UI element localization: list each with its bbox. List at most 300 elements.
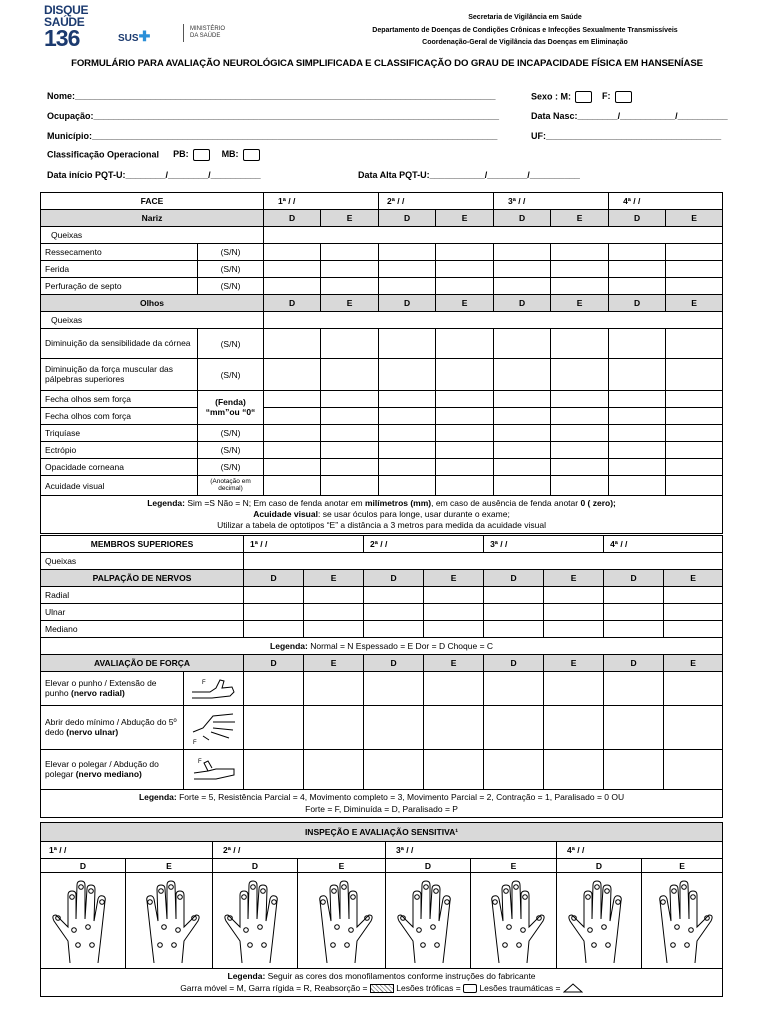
inspecao-header: INSPEÇÃO E AVALIAÇÃO SENSITIVA¹ <box>41 823 723 842</box>
input-cell[interactable] <box>244 553 723 570</box>
sensory-test-point[interactable] <box>595 884 600 889</box>
sus-plus-icon: ✚ <box>138 28 151 44</box>
input-cell[interactable] <box>264 442 321 459</box>
input-cell[interactable] <box>379 425 436 442</box>
sensory-test-point[interactable] <box>606 942 611 947</box>
hand-diagram-right[interactable] <box>386 873 471 969</box>
reabsorcao-swatch-icon <box>370 984 394 993</box>
input-cell[interactable] <box>379 278 436 295</box>
sensory-test-point[interactable] <box>162 924 167 929</box>
sensory-test-point[interactable] <box>506 924 511 929</box>
col-e: E <box>436 210 494 227</box>
date-2[interactable]: 2ª / / <box>213 842 386 859</box>
input-cell[interactable] <box>379 476 436 496</box>
date-2[interactable]: 2ª / / <box>379 193 494 210</box>
input-cell[interactable] <box>544 621 604 638</box>
leg-text: Acuidade visual <box>253 508 318 519</box>
leg-text: Garra móvel = M, Garra rígida = R, Reabsorção = <box>180 982 370 993</box>
sensory-test-point[interactable] <box>159 888 164 893</box>
sensory-test-point[interactable] <box>685 942 690 947</box>
sensory-test-point[interactable] <box>502 942 507 947</box>
input-cell[interactable] <box>264 278 321 295</box>
sensory-test-point[interactable] <box>348 927 353 932</box>
sensory-test-point[interactable] <box>592 942 597 947</box>
col-e: E <box>321 210 379 227</box>
sensory-test-point[interactable] <box>675 924 680 929</box>
input-cell[interactable] <box>264 329 321 359</box>
input-cell[interactable] <box>244 604 304 621</box>
input-cell[interactable] <box>436 459 494 476</box>
pb-checkbox[interactable] <box>193 149 210 161</box>
input-cell[interactable] <box>364 672 424 706</box>
col-d: D <box>244 655 304 672</box>
col-e: E <box>436 295 494 312</box>
input-cell[interactable] <box>264 359 321 391</box>
sensory-test-point[interactable] <box>70 894 75 899</box>
input-cell[interactable] <box>551 244 609 261</box>
input-cell[interactable] <box>666 391 723 408</box>
input-cell[interactable] <box>544 604 604 621</box>
input-cell[interactable] <box>664 604 723 621</box>
input-cell[interactable] <box>666 359 723 391</box>
date-4[interactable]: 4ª / / <box>609 193 723 210</box>
anotacao-label: (Anotação em decimal) <box>198 476 264 496</box>
ferida-label: Ferida <box>41 261 198 278</box>
input-cell[interactable] <box>551 329 609 359</box>
input-cell[interactable] <box>436 408 494 425</box>
sensory-test-point[interactable] <box>492 899 497 904</box>
sensory-test-point[interactable] <box>79 884 84 889</box>
input-cell[interactable] <box>604 587 664 604</box>
input-cell[interactable] <box>494 329 551 359</box>
date-4[interactable]: 4ª / / <box>557 842 723 859</box>
input-cell[interactable] <box>436 442 494 459</box>
date-3[interactable]: 3ª / / <box>494 193 609 210</box>
sensory-test-point[interactable] <box>522 894 527 899</box>
input-cell[interactable] <box>664 621 723 638</box>
input-cell[interactable] <box>321 359 379 391</box>
input-cell[interactable] <box>494 442 551 459</box>
input-cell[interactable] <box>304 750 364 790</box>
col-d: D <box>604 655 664 672</box>
sensory-test-point[interactable] <box>445 899 450 904</box>
input-cell[interactable] <box>436 359 494 391</box>
input-cell[interactable] <box>666 408 723 425</box>
input-cell[interactable] <box>244 672 304 706</box>
col-d: D <box>213 859 298 873</box>
input-cell[interactable] <box>609 329 666 359</box>
sus-logo <box>118 28 150 45</box>
input-cell[interactable] <box>551 408 609 425</box>
input-cell[interactable] <box>484 672 544 706</box>
ms-header: MEMBROS SUPERIORES <box>41 536 244 553</box>
input-cell[interactable] <box>604 604 664 621</box>
olhos-queixas: Queixas <box>41 312 264 329</box>
leg-text: Forte = F, Diminuída = D, Paralisado = P <box>305 803 458 814</box>
nome-field[interactable]: Nome:____________________________________________________________________________________ <box>47 91 496 101</box>
input-cell[interactable] <box>304 672 364 706</box>
input-cell[interactable] <box>494 261 551 278</box>
input-cell[interactable] <box>666 425 723 442</box>
input-cell[interactable] <box>551 278 609 295</box>
input-cell[interactable] <box>494 476 551 496</box>
leg-text: , em caso de ausência de fenda anotar <box>431 497 581 508</box>
sensory-test-point[interactable] <box>89 888 94 893</box>
input-cell[interactable] <box>379 391 436 408</box>
sensory-test-point[interactable] <box>341 884 346 889</box>
input-cell[interactable] <box>379 261 436 278</box>
col-d: D <box>494 295 551 312</box>
sensory-test-point[interactable] <box>331 888 336 893</box>
sensory-test-point[interactable] <box>251 884 256 889</box>
sensory-test-point[interactable] <box>588 927 593 932</box>
leg-text: 0 ( zero); <box>580 497 616 508</box>
input-cell[interactable] <box>321 408 379 425</box>
date-1[interactable]: 1ª / / <box>41 842 213 859</box>
leg-text: milímetros (mm) <box>365 497 432 508</box>
sensory-test-point[interactable] <box>86 924 91 929</box>
sensory-test-point[interactable] <box>272 899 277 904</box>
date-4[interactable]: 4ª / / <box>604 536 723 553</box>
sensory-test-point[interactable] <box>148 899 153 904</box>
input-cell[interactable] <box>666 261 723 278</box>
input-cell[interactable] <box>436 329 494 359</box>
input-cell[interactable] <box>664 587 723 604</box>
input-cell[interactable] <box>321 244 379 261</box>
input-cell[interactable] <box>666 442 723 459</box>
input-cell[interactable] <box>321 329 379 359</box>
input-cell[interactable] <box>264 227 723 244</box>
sensory-test-point[interactable] <box>176 927 181 932</box>
sensory-test-point[interactable] <box>691 894 696 899</box>
ocupacao-field[interactable]: Ocupação:_________________________________________________________________________________ <box>47 111 499 121</box>
forca-text: Elevar o punho / Extensão de punho <box>45 677 157 698</box>
classificacao-row <box>47 149 260 161</box>
input-cell[interactable] <box>321 459 379 476</box>
input-cell[interactable] <box>494 391 551 408</box>
input-cell[interactable] <box>304 706 364 750</box>
input-cell[interactable] <box>321 391 379 408</box>
input-cell[interactable] <box>551 359 609 391</box>
input-cell[interactable] <box>494 459 551 476</box>
perfuracao-label: Perfuração de septo <box>41 278 198 295</box>
input-cell[interactable] <box>379 408 436 425</box>
col-d: D <box>41 859 126 873</box>
sensory-test-point[interactable] <box>682 884 687 889</box>
sensory-test-point[interactable] <box>262 942 267 947</box>
date-1[interactable]: 1ª / / <box>244 536 364 553</box>
forca-text: Abrir dedo mínimo / Abdução do 5º dedo <box>45 716 177 737</box>
input-cell[interactable] <box>264 261 321 278</box>
opacidade-label: Opacidade corneana <box>41 459 198 476</box>
sensory-test-point[interactable] <box>172 942 177 947</box>
leg-label: Legenda: <box>227 971 266 982</box>
sensory-test-point[interactable] <box>503 888 508 893</box>
alta-pqt-field[interactable]: Data Alta PQT-U:___________/________/__________ <box>358 170 580 180</box>
sexo-m-checkbox[interactable] <box>575 91 592 103</box>
logo-line2: SAÚDE <box>44 15 85 29</box>
input-cell[interactable] <box>609 408 666 425</box>
sensory-test-point[interactable] <box>602 924 607 929</box>
input-cell[interactable] <box>494 425 551 442</box>
uf-field[interactable]: UF:___________________________________ <box>531 131 722 141</box>
input-cell[interactable] <box>664 672 723 706</box>
input-cell[interactable] <box>424 750 484 790</box>
input-cell[interactable] <box>244 621 304 638</box>
hand-outline-icon <box>48 875 118 965</box>
input-cell[interactable] <box>364 587 424 604</box>
sensory-test-point[interactable] <box>350 894 355 899</box>
sexo-f-checkbox[interactable] <box>615 91 632 103</box>
sexo-text: Sexo : M: <box>531 91 572 102</box>
input-cell[interactable] <box>666 244 723 261</box>
input-cell[interactable] <box>609 476 666 496</box>
col-e: E <box>304 655 364 672</box>
input-cell[interactable] <box>304 587 364 604</box>
sensory-test-point[interactable] <box>661 899 666 904</box>
municipio-field[interactable]: Município:_________________________________________________________________________________ <box>47 131 498 141</box>
input-cell[interactable] <box>436 425 494 442</box>
sensory-test-point[interactable] <box>424 884 429 889</box>
input-cell[interactable] <box>494 244 551 261</box>
face-header: FACE <box>41 193 264 210</box>
input-cell[interactable] <box>436 261 494 278</box>
sensory-test-point[interactable] <box>434 888 439 893</box>
mb-checkbox[interactable] <box>243 149 260 161</box>
svg-text:F: F <box>197 758 202 765</box>
sensory-test-point[interactable] <box>72 927 77 932</box>
input-cell[interactable] <box>244 750 304 790</box>
input-cell[interactable] <box>544 672 604 706</box>
sensory-test-point[interactable] <box>330 942 335 947</box>
sensory-test-point[interactable] <box>261 888 266 893</box>
sensory-test-point[interactable] <box>586 894 591 899</box>
sensory-test-point[interactable] <box>513 884 518 889</box>
sn-label: (S/N) <box>198 459 264 476</box>
date-1[interactable]: 1ª / / <box>264 193 379 210</box>
input-cell[interactable] <box>436 244 494 261</box>
input-cell[interactable] <box>321 425 379 442</box>
dim-forca-label: Diminuição da força muscular das pálpebras superiores <box>41 359 198 391</box>
input-cell[interactable] <box>264 391 321 408</box>
hand-diagram-right[interactable] <box>41 873 126 969</box>
input-cell[interactable] <box>436 476 494 496</box>
svg-text:F: F <box>192 739 197 746</box>
input-cell[interactable] <box>424 706 484 750</box>
input-cell[interactable] <box>609 391 666 408</box>
finger-abduction-hand-icon <box>184 706 244 750</box>
input-cell[interactable] <box>379 459 436 476</box>
hand-diagram-right[interactable] <box>557 873 642 969</box>
input-cell[interactable] <box>364 604 424 621</box>
sn-label: (S/N) <box>198 278 264 295</box>
sensory-test-point[interactable] <box>242 894 247 899</box>
sensory-test-point[interactable] <box>616 899 621 904</box>
input-cell[interactable] <box>364 706 424 750</box>
sensory-test-point[interactable] <box>689 927 694 932</box>
sensory-test-point[interactable] <box>431 924 436 929</box>
input-cell[interactable] <box>604 672 664 706</box>
input-cell[interactable] <box>551 442 609 459</box>
input-cell[interactable] <box>609 244 666 261</box>
sensory-test-point[interactable] <box>344 942 349 947</box>
sensory-test-point[interactable] <box>320 899 325 904</box>
input-cell[interactable] <box>264 408 321 425</box>
ressecamento-label: Ressecamento <box>41 244 198 261</box>
input-cell[interactable] <box>604 706 664 750</box>
input-cell[interactable] <box>364 621 424 638</box>
logo-line3: 136 <box>44 25 80 51</box>
input-cell[interactable] <box>609 442 666 459</box>
input-cell[interactable] <box>664 706 723 750</box>
header-line3: Coordenação-Geral de Vigilância das Doenças em Eliminação <box>422 39 628 46</box>
input-cell[interactable] <box>551 391 609 408</box>
sensory-test-point[interactable] <box>248 942 253 947</box>
leg-text: Sim =S Não = N; Em caso de fenda anotar em <box>187 497 365 508</box>
input-cell[interactable] <box>609 425 666 442</box>
col-d: D <box>386 859 471 873</box>
leg-text: Seguir as cores dos monofilamentos conforme instruções do fabricante <box>265 971 536 982</box>
inspecao-table <box>40 822 723 997</box>
col-e: E <box>666 295 723 312</box>
input-cell[interactable] <box>551 261 609 278</box>
hand-diagram-left[interactable] <box>642 873 723 969</box>
header-line2: Departamento de Doenças de Condições Crônicas e Infecções Sexualmente Transmissíveis <box>372 27 678 34</box>
input-cell[interactable] <box>544 706 604 750</box>
input-cell[interactable] <box>244 706 304 750</box>
input-cell[interactable] <box>544 750 604 790</box>
input-cell[interactable] <box>484 604 544 621</box>
input-cell[interactable] <box>304 621 364 638</box>
input-cell[interactable] <box>321 261 379 278</box>
leg-text: Utilizar a tabela de optotipos “E” a distância a 3 metros para medida da acuidade visual <box>217 520 546 531</box>
input-cell[interactable] <box>379 442 436 459</box>
hand-diagram-left[interactable] <box>298 873 386 969</box>
triquiase-label: Triquíase <box>41 425 198 442</box>
input-cell[interactable] <box>551 425 609 442</box>
input-cell[interactable] <box>484 706 544 750</box>
input-cell[interactable] <box>264 312 723 329</box>
input-cell[interactable] <box>666 329 723 359</box>
sensory-test-point[interactable] <box>334 924 339 929</box>
sensory-test-point[interactable] <box>76 942 81 947</box>
inicio-pqt-field[interactable]: Data início PQT-U:________/________/__________ <box>47 170 261 180</box>
input-cell[interactable] <box>379 359 436 391</box>
input-cell[interactable] <box>494 408 551 425</box>
input-cell[interactable] <box>604 750 664 790</box>
input-cell[interactable] <box>244 587 304 604</box>
sensory-test-point[interactable] <box>417 927 422 932</box>
palpacao-legend <box>41 638 723 655</box>
sensory-test-point[interactable] <box>605 888 610 893</box>
hand-diagram-left[interactable] <box>126 873 213 969</box>
sensory-test-point[interactable] <box>516 942 521 947</box>
input-cell[interactable] <box>609 261 666 278</box>
input-cell[interactable] <box>424 587 484 604</box>
input-cell[interactable] <box>321 278 379 295</box>
ulnar-label: Ulnar <box>41 604 244 621</box>
date-3[interactable]: 3ª / / <box>386 842 557 859</box>
input-cell[interactable] <box>666 459 723 476</box>
nariz-queixas: Queixas <box>41 227 264 244</box>
sensory-test-point[interactable] <box>520 927 525 932</box>
input-cell[interactable] <box>551 459 609 476</box>
input-cell[interactable] <box>364 750 424 790</box>
input-cell[interactable] <box>666 476 723 496</box>
leg-label: Legenda: <box>138 792 180 803</box>
input-cell[interactable] <box>484 750 544 790</box>
nerve-label: (nervo mediano) <box>75 768 142 779</box>
input-cell[interactable] <box>609 278 666 295</box>
wrist-extension-hand-icon <box>184 672 244 706</box>
input-cell[interactable] <box>264 476 321 496</box>
input-cell[interactable] <box>436 278 494 295</box>
input-cell[interactable] <box>494 278 551 295</box>
sensory-test-point[interactable] <box>178 894 183 899</box>
col-e: E <box>321 295 379 312</box>
sensory-test-point[interactable] <box>169 884 174 889</box>
input-cell[interactable] <box>264 425 321 442</box>
header-line1: Secretaria de Vigilância em Saúde <box>468 14 582 21</box>
input-cell[interactable] <box>666 278 723 295</box>
input-cell[interactable] <box>321 442 379 459</box>
input-cell[interactable] <box>609 459 666 476</box>
hand-outline-icon <box>479 875 549 965</box>
col-d: D <box>604 570 664 587</box>
dim-sens-label: Diminuição da sensibilidade da córnea <box>41 329 198 359</box>
forca-header: AVALIAÇÃO DE FORÇA <box>41 655 244 672</box>
leg-text: Forte = 5, Resistência Parcial = 4, Movimento completo = 3, Movimento Parcial = 2, Contração = 1, Paralisado = 0 OU <box>179 792 625 803</box>
sensory-test-point[interactable] <box>158 942 163 947</box>
hand-diagram-right[interactable] <box>213 873 298 969</box>
forca-row3-label <box>41 750 184 790</box>
input-cell[interactable] <box>609 359 666 391</box>
input-cell[interactable] <box>484 587 544 604</box>
input-cell[interactable] <box>304 604 364 621</box>
hand-diagram-left[interactable] <box>471 873 557 969</box>
input-cell[interactable] <box>544 587 604 604</box>
sensory-test-point[interactable] <box>672 888 677 893</box>
input-cell[interactable] <box>379 329 436 359</box>
input-cell[interactable] <box>424 672 484 706</box>
sensory-test-point[interactable] <box>415 894 420 899</box>
date-2[interactable]: 2ª / / <box>364 536 484 553</box>
datanasc-field[interactable]: Data Nasc:________/___________/__________ <box>531 111 728 121</box>
sensory-test-point[interactable] <box>435 942 440 947</box>
date-3[interactable]: 3ª / / <box>484 536 604 553</box>
sensory-test-point[interactable] <box>244 927 249 932</box>
input-cell[interactable] <box>264 459 321 476</box>
sensory-test-point[interactable] <box>258 924 263 929</box>
input-cell[interactable] <box>484 621 544 638</box>
sensory-test-point[interactable] <box>671 942 676 947</box>
input-cell[interactable] <box>264 244 321 261</box>
input-cell[interactable] <box>551 476 609 496</box>
input-cell[interactable] <box>436 391 494 408</box>
sensory-test-point[interactable] <box>90 942 95 947</box>
input-cell[interactable] <box>424 621 484 638</box>
col-e: E <box>544 655 604 672</box>
input-cell[interactable] <box>379 244 436 261</box>
membros-superiores-table <box>40 535 723 818</box>
input-cell[interactable] <box>664 750 723 790</box>
input-cell[interactable] <box>321 476 379 496</box>
input-cell[interactable] <box>424 604 484 621</box>
input-cell[interactable] <box>604 621 664 638</box>
input-cell[interactable] <box>494 359 551 391</box>
sensory-test-point[interactable] <box>100 899 105 904</box>
sensory-test-point[interactable] <box>421 942 426 947</box>
